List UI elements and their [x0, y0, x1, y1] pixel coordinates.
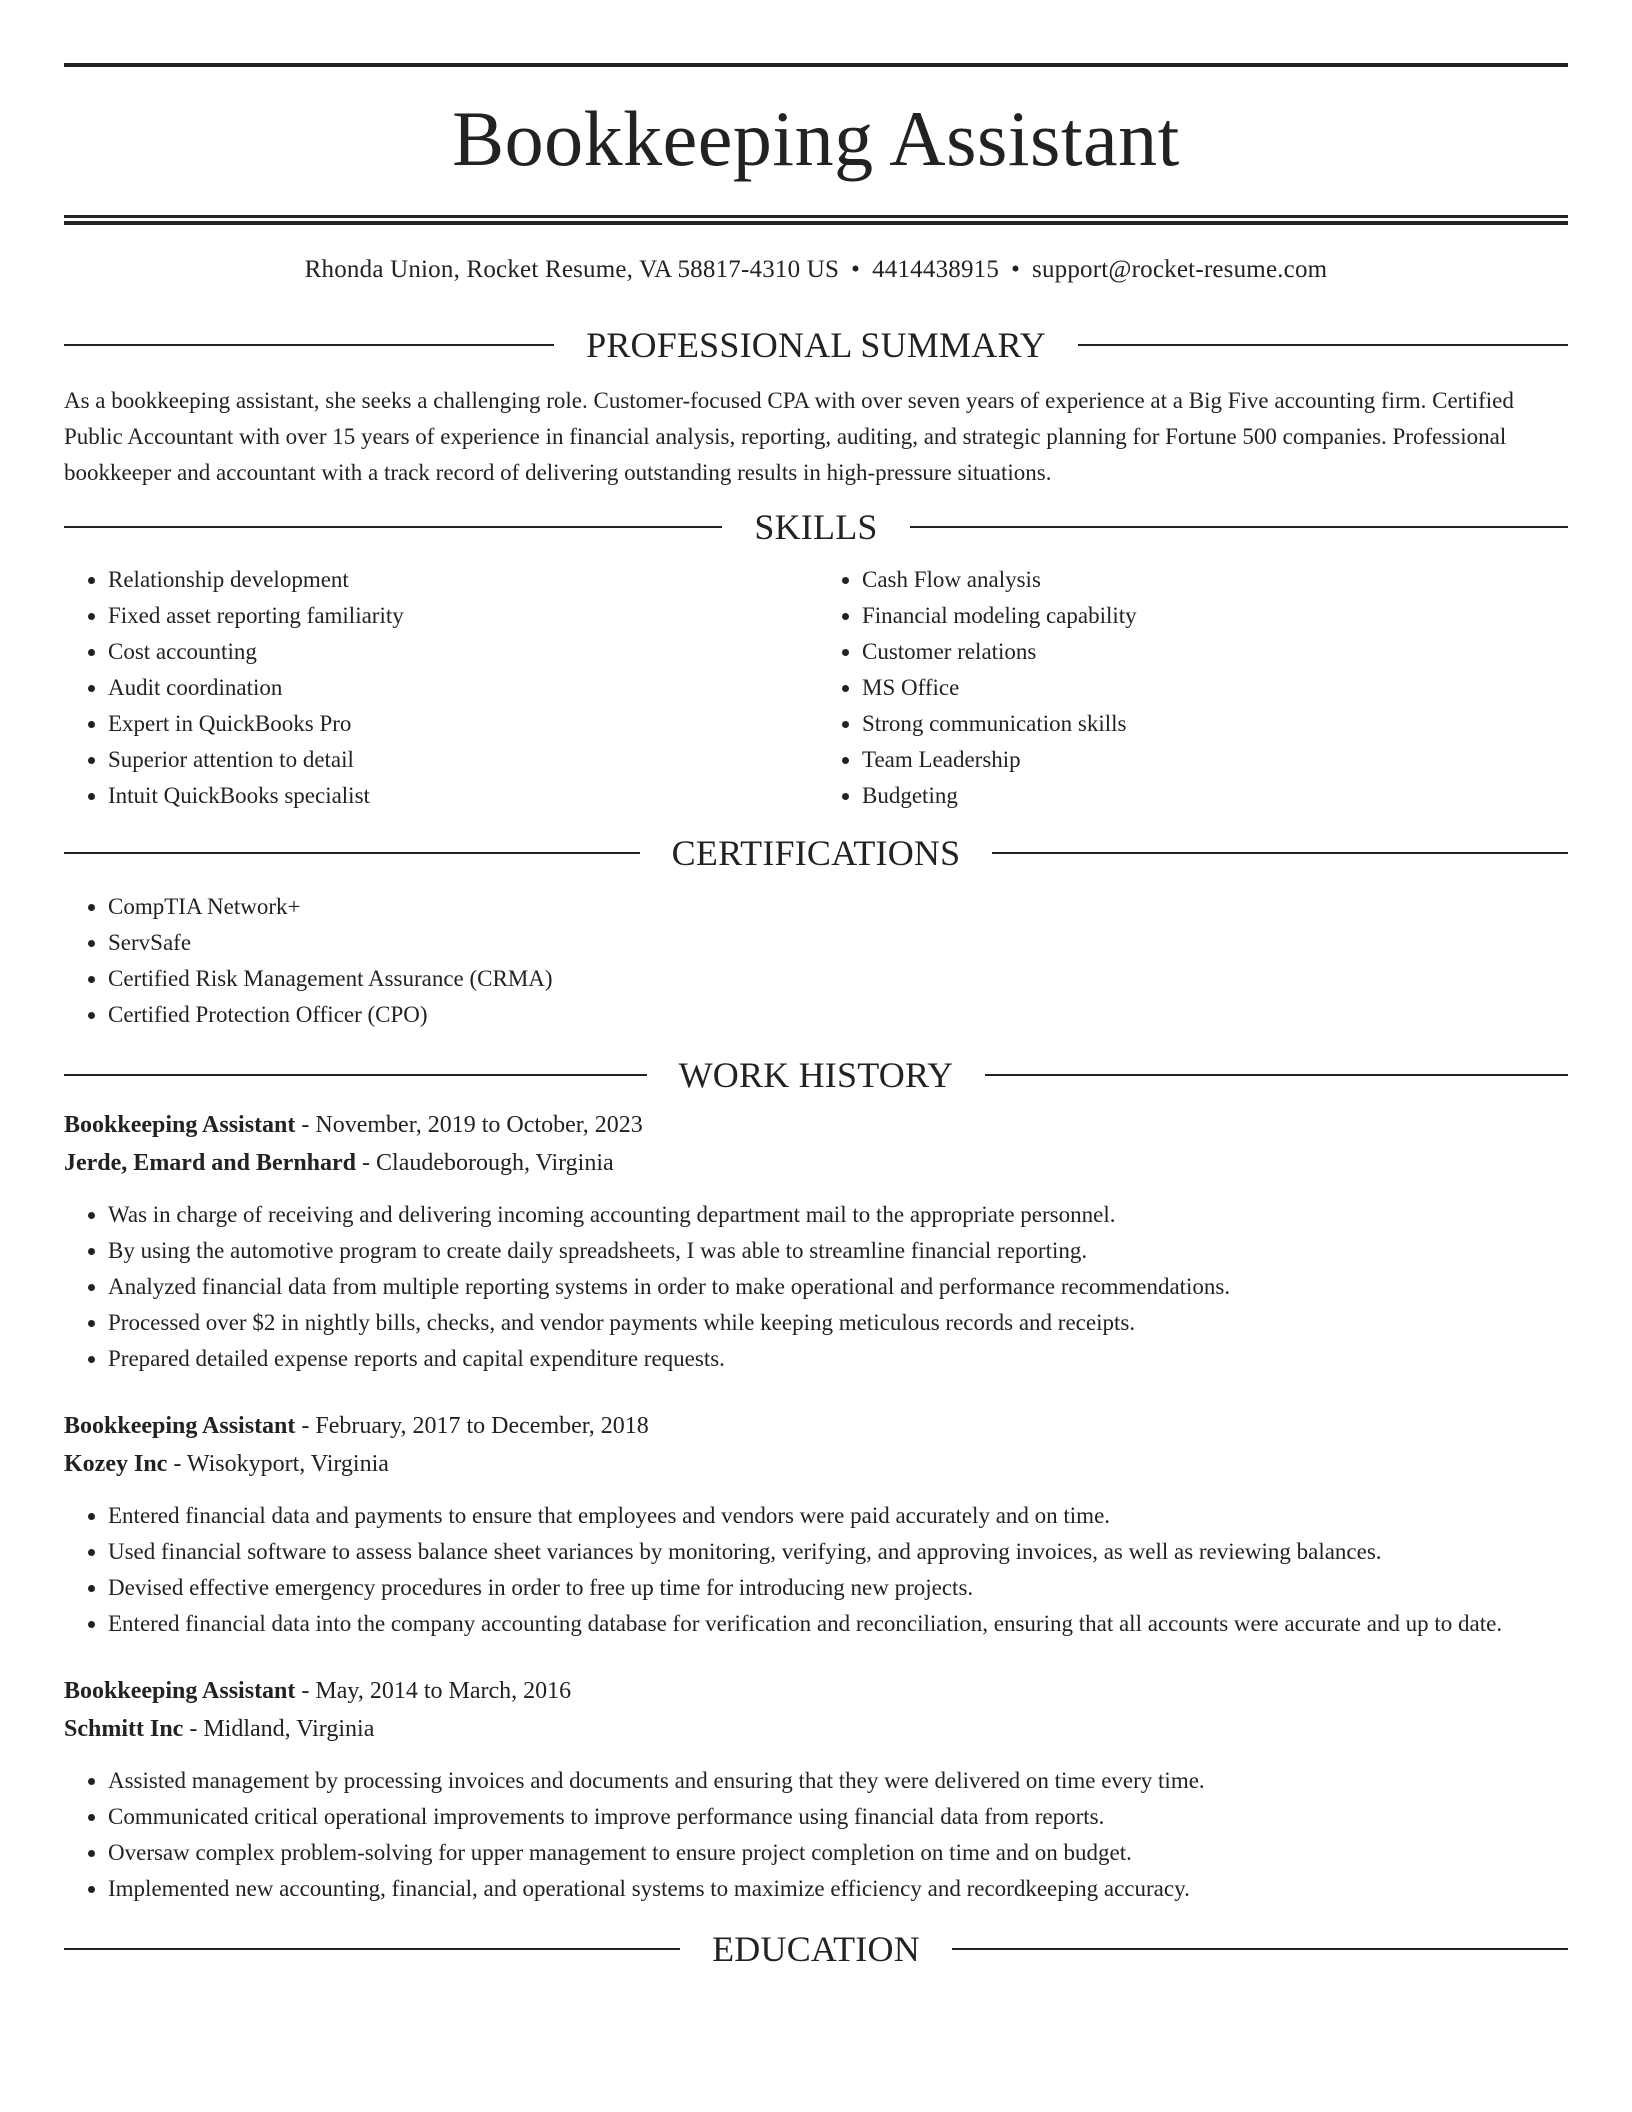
heading-rule-left	[64, 1948, 680, 1950]
job-company-line	[64, 1144, 1568, 1182]
job-bullets	[64, 1498, 1568, 1642]
skill-item: • Intuit QuickBooks specialist	[108, 778, 814, 814]
contact-phone: 4414438915	[872, 256, 1000, 283]
job-bullets	[64, 1763, 1568, 1907]
job-dates: November, 2019 to October, 2023	[315, 1112, 643, 1138]
job-location: Claudeborough, Virginia	[376, 1150, 614, 1176]
heading-rule-right	[1078, 344, 1568, 346]
job-title: Bookkeeping Assistant	[64, 1678, 296, 1704]
job-dash: -	[356, 1150, 377, 1176]
heading-rule-right	[910, 526, 1568, 528]
skill-item: • Fixed asset reporting familiarity	[108, 598, 814, 634]
job-company: Schmitt Inc	[64, 1716, 184, 1742]
job-bullet: • Oversaw complex problem-solving for upper management to ensure project completion on time and on budget.	[108, 1835, 1568, 1871]
skills-heading-label: SKILLS	[754, 507, 878, 547]
certifications-heading	[64, 835, 1568, 871]
certification-item: • Certified Protection Officer (CPO)	[108, 997, 1568, 1033]
skill-item: • MS Office	[862, 670, 1568, 706]
job-bullet: • Prepared detailed expense reports and capital expenditure requests.	[108, 1341, 1568, 1377]
skill-item: • Team Leadership	[862, 742, 1568, 778]
job-dash: -	[295, 1413, 316, 1439]
top-rule	[64, 63, 1568, 67]
skill-item: • Cost accounting	[108, 634, 814, 670]
job-title-line	[64, 1106, 1568, 1144]
education-heading	[64, 1931, 1568, 1967]
contact-line	[64, 255, 1568, 285]
contact-separator: •	[1011, 256, 1021, 283]
certification-item: • ServSafe	[108, 925, 1568, 961]
heading-rule-left	[64, 526, 722, 528]
skills-heading	[64, 509, 1568, 545]
work-history-heading	[64, 1057, 1568, 1093]
job-company-line	[64, 1445, 1568, 1483]
job-company-line	[64, 1710, 1568, 1748]
job-bullet: • Implemented new accounting, financial, and operational systems to maximize efficiency and recordkeeping accuracy.	[108, 1871, 1568, 1907]
job-bullets	[64, 1197, 1568, 1377]
job-bullet: • Entered financial data into the company accounting database for verification and reconciliation, ensuring that all accounts were accurate and up to date.	[108, 1606, 1568, 1642]
certifications-heading-label: CERTIFICATIONS	[671, 833, 961, 873]
job-dates: May, 2014 to March, 2016	[315, 1678, 572, 1704]
job-bullet: • Assisted management by processing invoices and documents and ensuring that they were delivered on time every time.	[108, 1763, 1568, 1799]
job-dash: -	[295, 1678, 316, 1704]
skill-item: • Cash Flow analysis	[862, 562, 1568, 598]
skill-item: • Customer relations	[862, 634, 1568, 670]
job-bullet: • Entered financial data and payments to ensure that employees and vendors were paid accurately and on time.	[108, 1498, 1568, 1534]
contact-email: support@rocket-resume.com	[1032, 256, 1328, 283]
title-double-rule	[64, 215, 1568, 225]
job-dash: -	[167, 1451, 187, 1477]
contact-separator: •	[851, 256, 861, 283]
heading-rule-right	[985, 1074, 1568, 1076]
summary-text: As a bookkeeping assistant, she seeks a challenging role. Customer-focused CPA with over seven years of experience at a Big Five accounting firm. Certified Public Accountant with over 15 years of experience in financial analysis, reporting, auditing, and strategic planning for Fortune 500 companies. Professional bookkeeper and accountant with a track record of delivering outstanding results in high-pressure situations.	[64, 388, 1514, 485]
summary-heading-label: PROFESSIONAL SUMMARY	[586, 325, 1046, 365]
heading-rule-left	[64, 1074, 647, 1076]
contact-address: Rhonda Union, Rocket Resume, VA 58817-4310 US	[304, 256, 840, 283]
job-bullet: • By using the automotive program to create daily spreadsheets, I was able to streamline financial reporting.	[108, 1233, 1568, 1269]
skills-list-right	[814, 562, 1568, 814]
job-entry	[64, 1407, 1568, 1642]
skills-list-left	[64, 562, 814, 814]
job-title-line	[64, 1407, 1568, 1445]
heading-rule-right	[992, 852, 1568, 854]
job-bullet: • Was in charge of receiving and delivering incoming accounting department mail to the appropriate personnel.	[108, 1197, 1568, 1233]
heading-rule-left	[64, 344, 554, 346]
skill-item: • Audit coordination	[108, 670, 814, 706]
job-title: Bookkeeping Assistant	[64, 1413, 296, 1439]
work-history-heading-label: WORK HISTORY	[678, 1055, 954, 1095]
job-dash: -	[183, 1716, 204, 1742]
skill-item: • Financial modeling capability	[862, 598, 1568, 634]
job-title-line	[64, 1672, 1568, 1710]
job-dates: February, 2017 to December, 2018	[315, 1413, 649, 1439]
skills-grid	[64, 562, 1568, 814]
skill-item: • Relationship development	[108, 562, 814, 598]
skill-item: • Strong communication skills	[862, 706, 1568, 742]
job-entry	[64, 1106, 1568, 1377]
certification-item: • Certified Risk Management Assurance (CRMA)	[108, 961, 1568, 997]
skill-item: • Expert in QuickBooks Pro	[108, 706, 814, 742]
job-location: Midland, Virginia	[203, 1716, 375, 1742]
skill-item: • Superior attention to detail	[108, 742, 814, 778]
job-entry	[64, 1672, 1568, 1907]
heading-rule-right	[952, 1948, 1568, 1950]
job-company: Jerde, Emard and Bernhard	[64, 1150, 357, 1176]
resume-title: Bookkeeping Assistant	[452, 95, 1180, 182]
summary-heading	[64, 327, 1568, 363]
job-dash: -	[295, 1112, 316, 1138]
job-bullet: • Analyzed financial data from multiple reporting systems in order to make operational and performance recommendations.	[108, 1269, 1568, 1305]
certifications-list	[64, 889, 1568, 1033]
certification-item: • CompTIA Network+	[108, 889, 1568, 925]
job-bullet: • Communicated critical operational improvements to improve performance using financial data from reports.	[108, 1799, 1568, 1835]
job-bullet: • Devised effective emergency procedures in order to free up time for introducing new projects.	[108, 1570, 1568, 1606]
job-bullet: • Processed over $2 in nightly bills, checks, and vendor payments while keeping meticulous records and receipts.	[108, 1305, 1568, 1341]
job-company: Kozey Inc	[64, 1451, 168, 1477]
job-location: Wisokyport, Virginia	[186, 1451, 389, 1477]
skill-item: • Budgeting	[862, 778, 1568, 814]
education-heading-label: EDUCATION	[712, 1929, 920, 1969]
heading-rule-left	[64, 852, 640, 854]
job-title: Bookkeeping Assistant	[64, 1112, 296, 1138]
job-bullet: • Used financial software to assess balance sheet variances by monitoring, verifying, and approving invoices, as well as reviewing balances.	[108, 1534, 1568, 1570]
